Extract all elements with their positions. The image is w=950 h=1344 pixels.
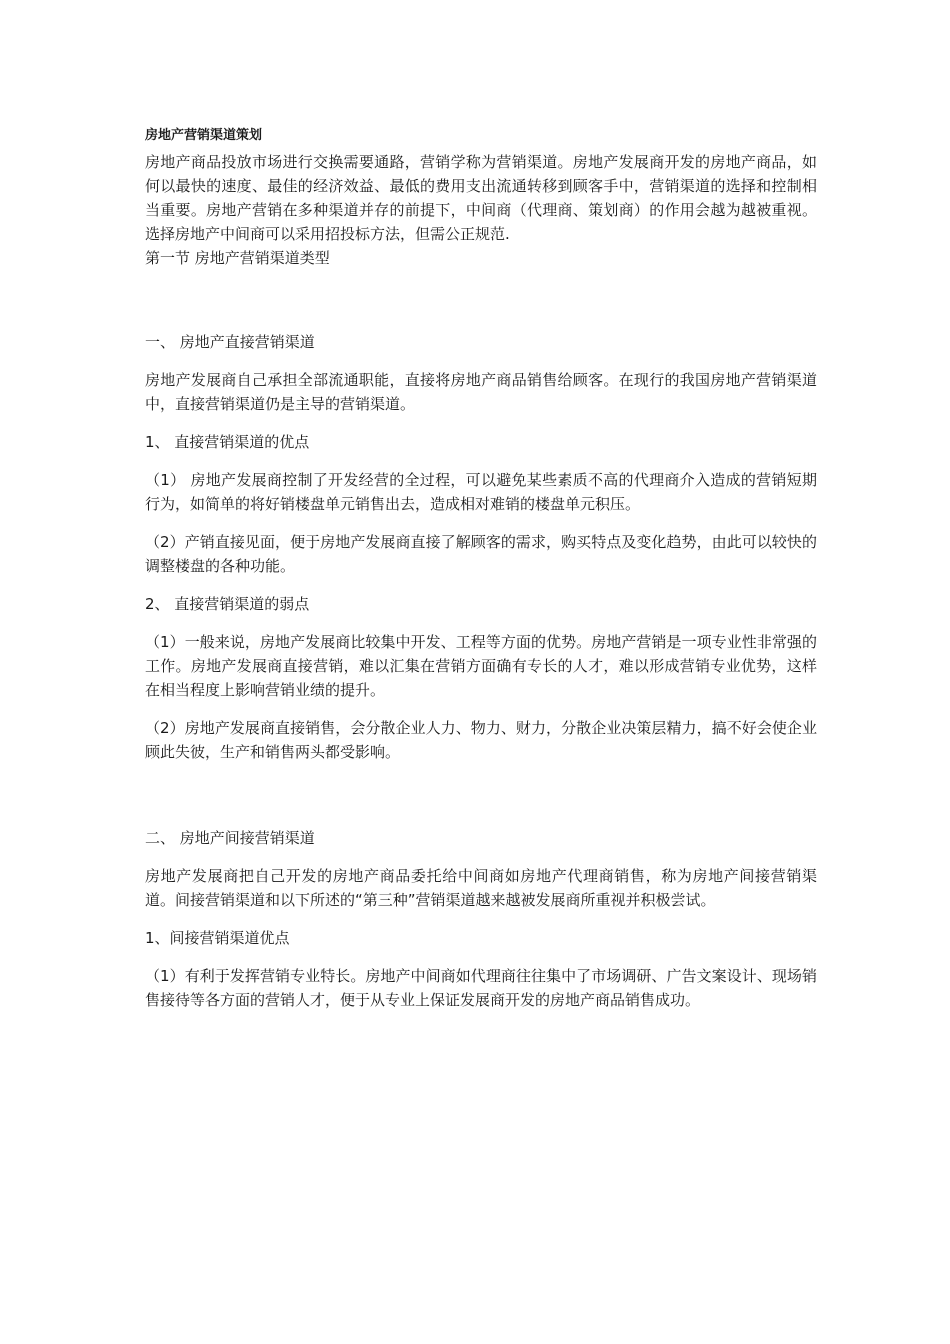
section-title: 第一节 房地产营销渠道类型 — [145, 249, 330, 267]
spacer — [145, 416, 817, 430]
part1-advantage-2: （2）产销直接见面，便于房地产发展商直接了解顾客的需求，购买特点及变化趋势，由此可以较快的调整楼盘的各种功能。 — [145, 533, 817, 575]
document-title: 房地产营销渠道策划 — [145, 128, 263, 143]
part1-advantage-1: （1） 房地产发展商控制了开发经营的全过程，可以避免某些素质不高的代理商介入造成的营销短期行为，如简单的将好销楼盘单元销售出去，造成相对难销的楼盘单元积压。 — [145, 471, 817, 513]
intro-paragraph: 房地产商品投放市场进行交换需要通路，营销学称为营销渠道。房地产发展商开发的房地产商品，如何以最快的速度、最佳的经济效益、最低的费用支出流通转移到顾客手中，营销渠道的选择和控制相当重要。房地产营销在多种渠道并存的前提下，中间商（代理商、策划商）的作用会越为越被重视。选择房地产中间商可以采用招投标方法，但需公正规范. — [145, 153, 817, 243]
spacer — [145, 578, 817, 592]
part1-weakness-1: （1）一般来说，房地产发展商比较集中开发、工程等方面的优势。房地产营销是一项专业性非常强的工作。房地产发展商直接营销，难以汇集在营销方面确有专长的人才，难以形成营销专业优势，这样在相当程度上影响营销业绩的提升。 — [145, 633, 817, 699]
part2-advantages-heading: 1、间接营销渠道优点 — [145, 929, 290, 947]
part1-heading: 一、 房地产直接营销渠道 — [145, 333, 315, 351]
spacer — [145, 516, 817, 530]
spacer — [145, 764, 817, 826]
spacer — [145, 454, 817, 468]
spacer — [145, 850, 817, 864]
part1-advantages-heading: 1、 直接营销渠道的优点 — [145, 433, 310, 451]
part1-weaknesses-heading: 2、 直接营销渠道的弱点 — [145, 595, 310, 613]
part2-heading: 二、 房地产间接营销渠道 — [145, 829, 315, 847]
part1-weakness-2: （2）房地产发展商直接销售，会分散企业人力、物力、财力，分散企业决策层精力，搞不好会使企业顾此失彼，生产和销售两头都受影响。 — [145, 719, 817, 761]
part1-description: 房地产发展商自己承担全部流通职能，直接将房地产商品销售给顾客。在现行的我国房地产营销渠道中，直接营销渠道仍是主导的营销渠道。 — [145, 371, 817, 413]
part2-advantage-1: （1）有利于发挥营销专业特长。房地产中间商如代理商往往集中了市场调研、广告文案设计、现场销售接待等各方面的营销人才，便于从专业上保证发展商开发的房地产商品销售成功。 — [145, 967, 817, 1009]
part2-description: 房地产发展商把自己开发的房地产商品委托给中间商如房地产代理商销售，称为房地产间接营销渠道。间接营销渠道和以下所述的“第三种”营销渠道越来越被发展商所重视并积极尝试。 — [145, 867, 817, 909]
spacer — [145, 702, 817, 716]
document-page — [145, 126, 817, 1012]
spacer — [145, 950, 817, 964]
spacer — [145, 354, 817, 368]
spacer — [145, 616, 817, 630]
spacer — [145, 270, 817, 330]
spacer — [145, 912, 817, 926]
